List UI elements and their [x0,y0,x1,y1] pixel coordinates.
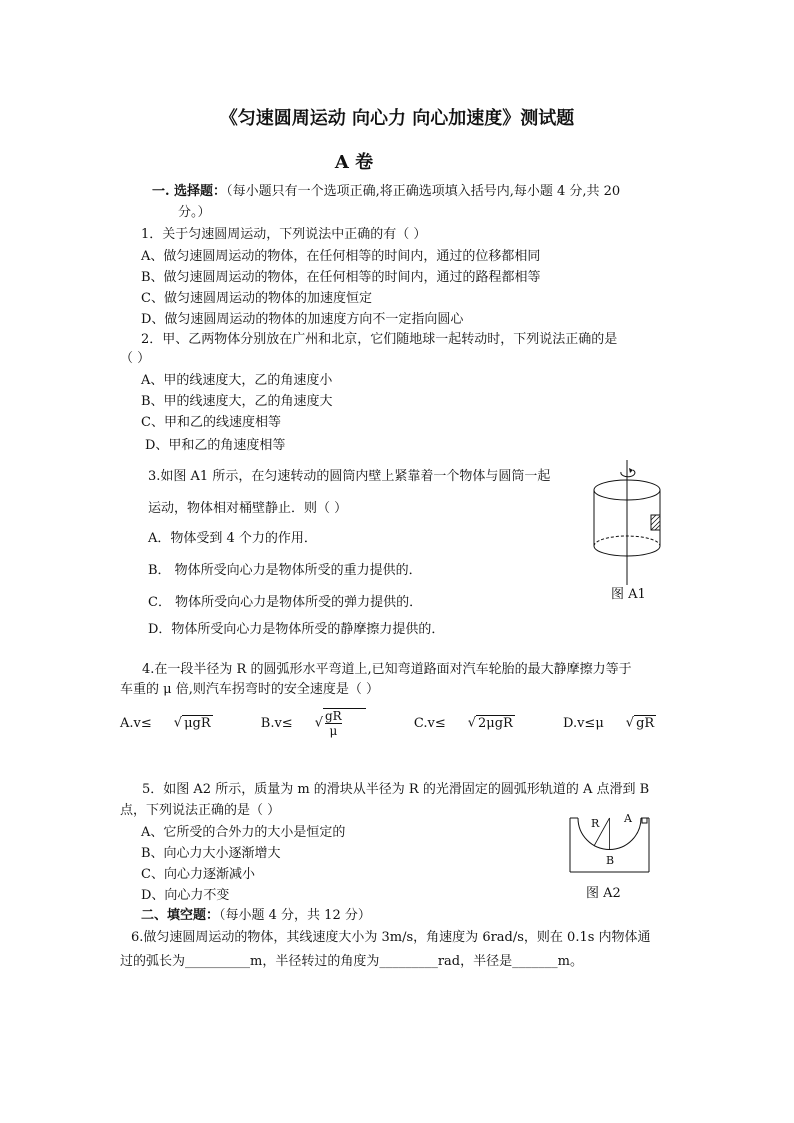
q3-option-d: D．物体所受向心力是物体所受的静摩擦力提供的． [148,622,445,637]
q5-option-c: C、向心力逐渐减小 [141,867,255,882]
q2-option-c: C、甲和乙的线速度相等 [141,415,281,430]
q4-stem-cont: 车重的 μ 倍,则汽车拐弯时的安全速度是（ ） [120,682,379,697]
figure-a1-label: 图 A1 [611,587,646,602]
q5-option-d: D、向心力不变 [141,888,230,903]
q4-option-d: D.v≤μ √ gR [563,715,655,731]
page-title: 《匀速圆周运动 向心力 向心加速度》测试题 [219,108,575,129]
q3-stem-cont: 运动，物体相对桶壁静止．则（ ） [148,501,348,516]
q4-stem: 4.在一段半径为 R 的圆弧形水平弯道上,已知弯道路面对汽车轮胎的最大静摩擦力等于 [142,662,632,677]
q1-stem: 1．关于匀速圆周运动，下列说法中正确的有（ ） [141,227,427,242]
q5-option-a: A、它所受的合外力的大小是恒定的 [141,825,346,840]
q4-option-c: C.v≤ √ 2μgR [413,715,513,731]
figure-a2-label: 图 A2 [586,886,621,901]
figure-a2-point-a: A [624,812,632,825]
q2-option-a: A、甲的线速度大，乙的角速度小 [141,373,333,388]
figure-a2-point-b: B [606,854,615,867]
q2-option-d: D、甲和乙的角速度相等 [145,438,286,453]
section1-desc-cont: 分。） [178,205,211,220]
q6-line-1: 6.做匀速圆周运动的物体，其线速度大小为 3m/s，角速度为 6rad/s，则在 0.1s 内物体通 [131,930,651,945]
q1-option-a: A、做匀速圆周运动的物体，在任何相等的时间内，通过的位移都相同 [141,249,541,264]
section2-heading: 二、填空题： [141,908,220,923]
q4-options [120,708,700,738]
section1-desc: （每小题只有一个选项正确,将正确选项填入括号内,每小题 4 分,共 20 [226,184,621,199]
q6-line-2: 过的弧长为__________m，半径转过的角度为_________rad，半径是_______m。 [120,954,583,969]
q3-option-c: C． 物体所受向心力是物体所受的弹力提供的． [148,595,423,610]
section2-desc: （每小题 4 分，共 12 分） [219,908,371,923]
q4-option-b: B.v≤ √ $\frac{gR}{\mu}$ [261,708,388,738]
section1-line [152,183,620,201]
q5-option-b: B、向心力大小逐渐增大 [141,846,281,861]
q4-option-a: A.v≤ √ μgR [120,715,211,731]
q3-option-a: A．物体受到 4 个力的作用． [148,531,317,546]
q3-option-b: B． 物体所受向心力是物体所受的重力提供的． [148,563,422,578]
figure-a2-radius-label: R [591,817,600,830]
q1-option-c: C、做匀速圆周运动的物体的加速度恒定 [141,291,372,306]
section2-line [141,907,371,925]
q2-paren: （ ） [120,351,151,366]
q1-option-b: B、做匀速圆周运动的物体，在任何相等的时间内，通过的路程都相等 [141,270,541,285]
q5-stem-cont: 点，下列说法正确的是（ ） [120,803,281,818]
q5-stem: 5．如图 A2 所示，质量为 m 的滑块从半径为 R 的光滑固定的圆弧形轨道的 A 点滑到 B [142,782,650,797]
section1-heading: 一. 选择题： [152,184,227,199]
q3-stem: 3.如图 A1 所示，在匀速转动的圆筒内壁上紧靠着一个物体与圆筒一起 [148,469,551,484]
page-subtitle: A 卷 [334,152,374,173]
q1-option-d: D、做匀速圆周运动的物体的加速度方向不一定指向圆心 [141,312,464,327]
q2-stem: 2．甲、乙两物体分别放在广州和北京，它们随地球一起转动时，下列说法正确的是 [141,332,618,347]
q2-option-b: B、甲的线速度大，乙的角速度大 [141,394,333,409]
